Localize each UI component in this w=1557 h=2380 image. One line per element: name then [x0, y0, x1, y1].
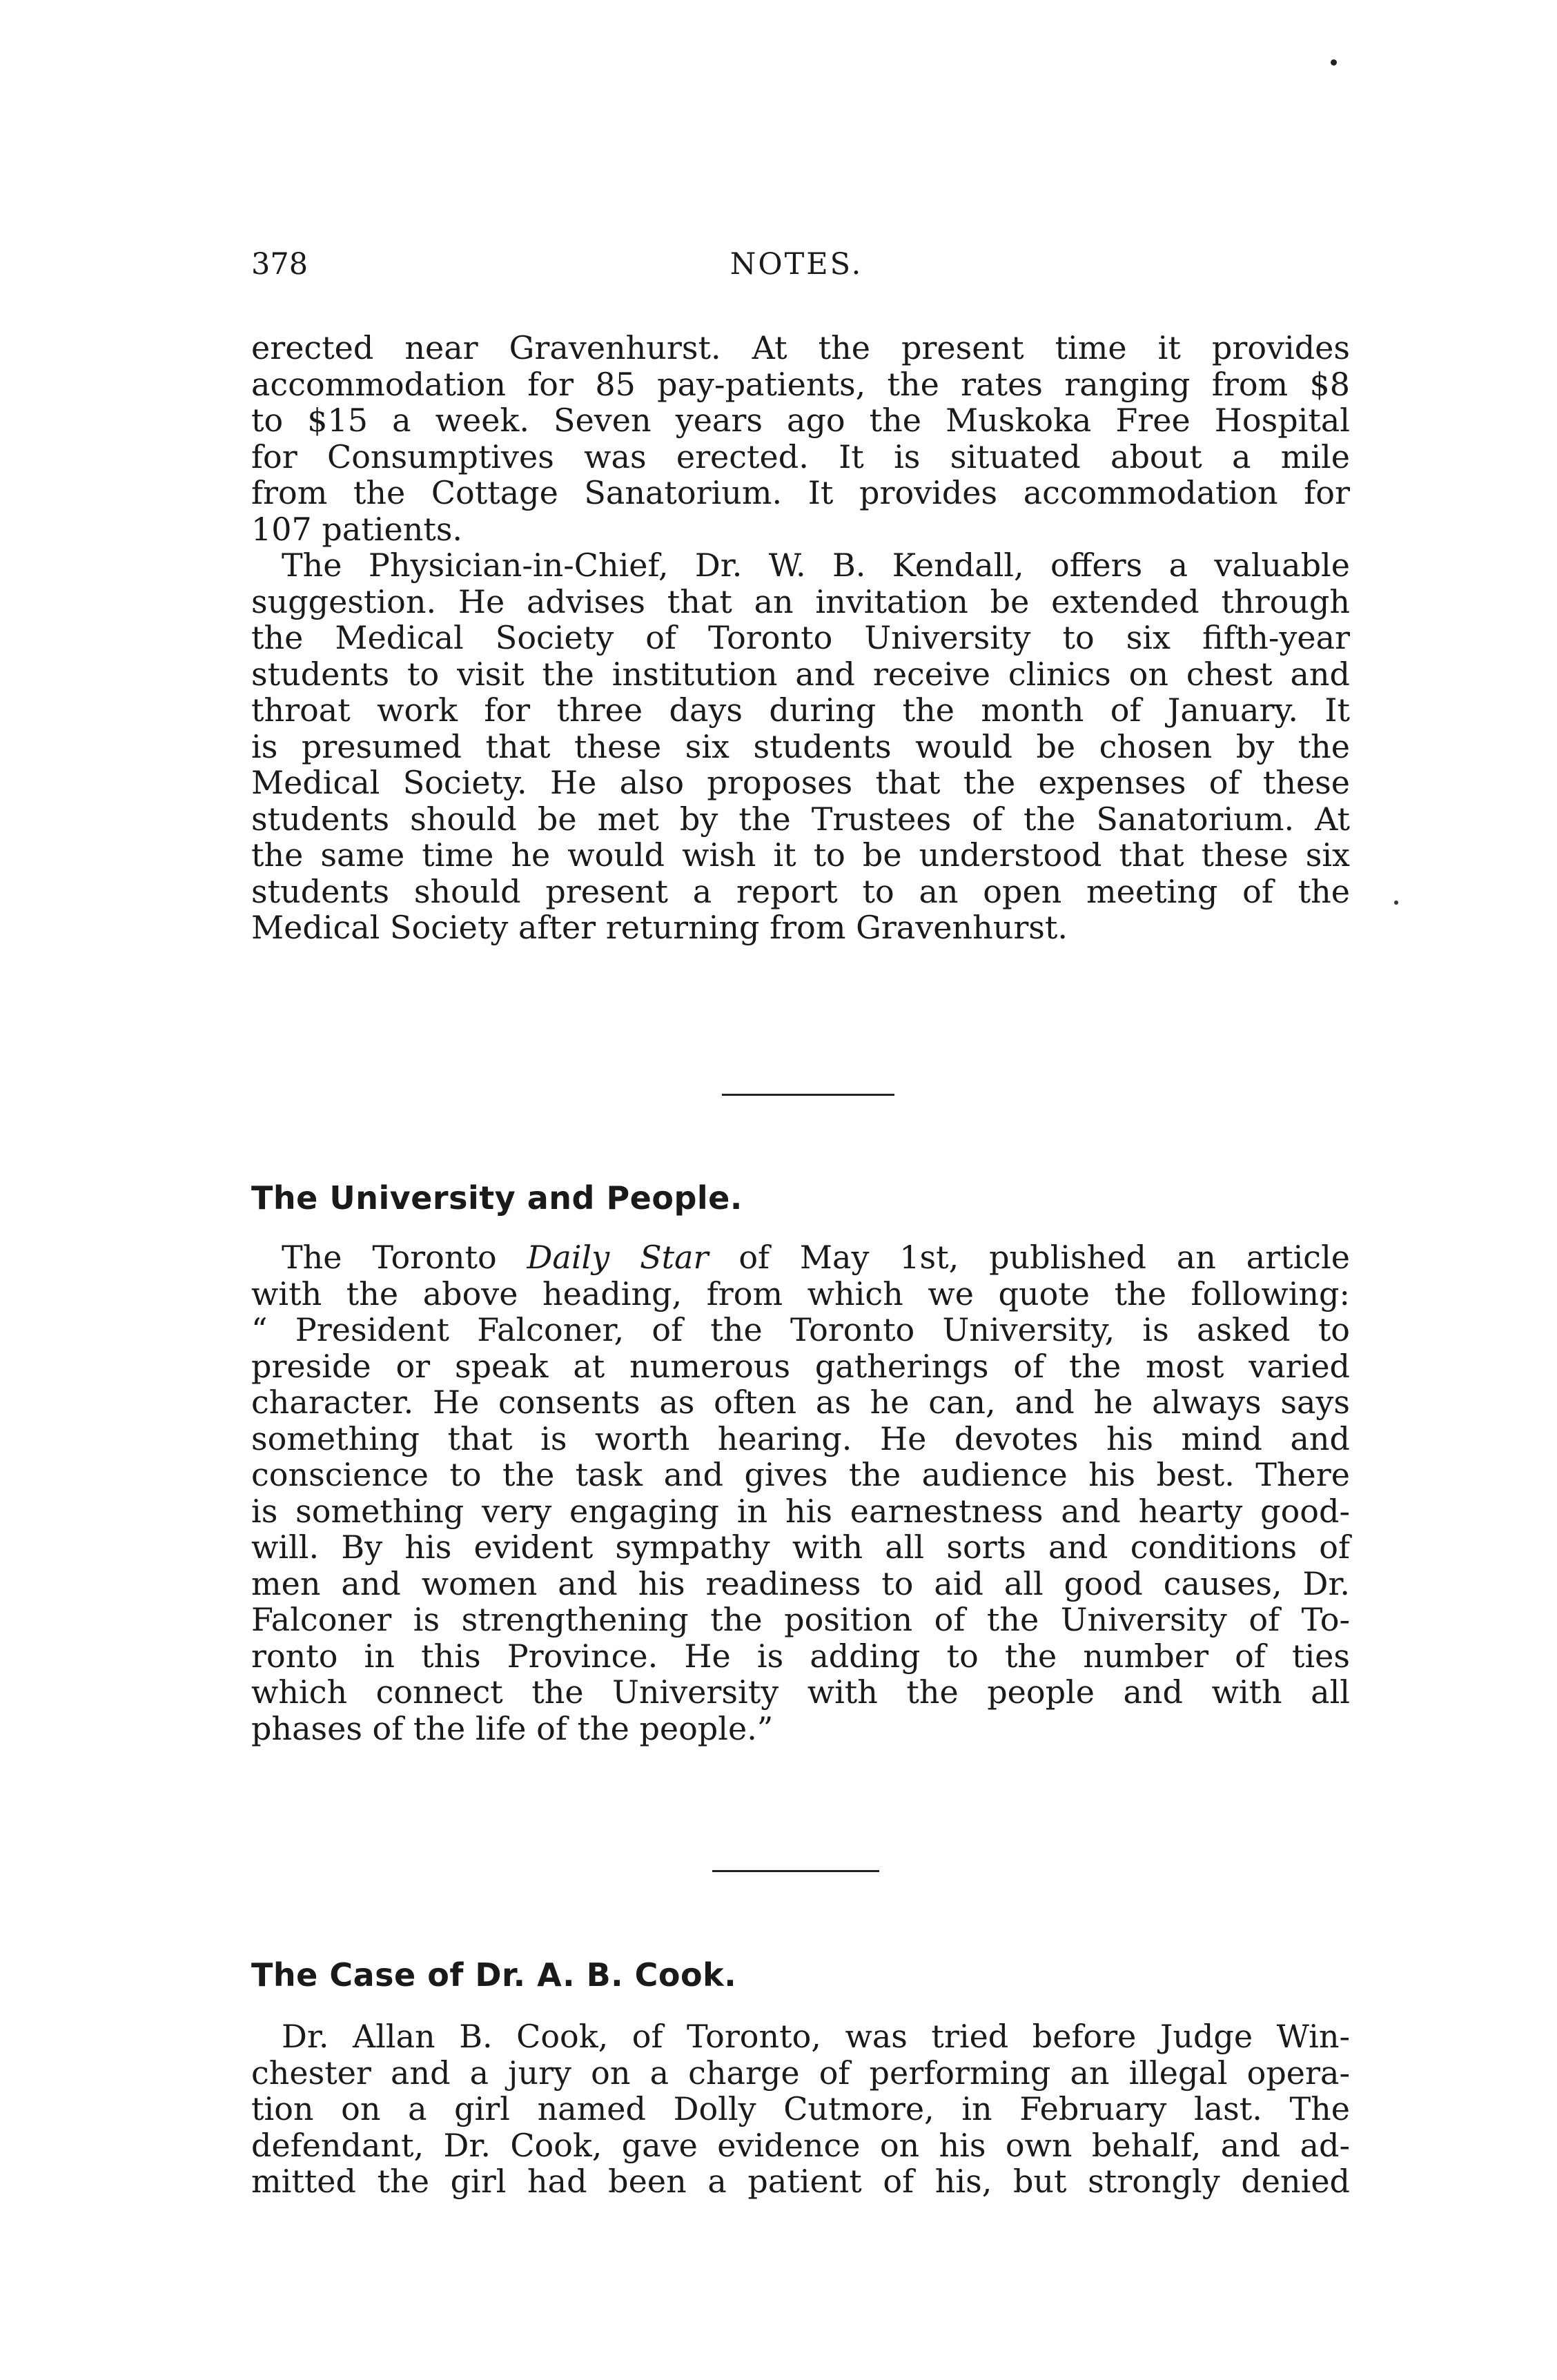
newspaper-name: Daily — [527, 1239, 610, 1276]
section-sanatorium-text — [251, 330, 1350, 946]
margin-mark — [1394, 901, 1398, 905]
text-line: students to visit the institution and receive clinics on chest and — [251, 655, 1350, 693]
text-line: Medical Society after returning from Gravenhurst. — [251, 909, 1068, 946]
text-line: is presumed that these six students would be chosen by the — [251, 727, 1350, 765]
text-line: is something very engaging in his earnestness and hearty good- — [251, 1492, 1350, 1530]
text-line: for Consumptives was erected. It is situated about a mile — [251, 437, 1350, 475]
section-university-text — [251, 1239, 1350, 1747]
text-line: defendant, Dr. Cook, gave evidence on his own behalf, and ad- — [251, 2126, 1350, 2164]
text-line: 107 patients. — [251, 510, 463, 548]
running-title: NOTES. — [729, 247, 863, 282]
text-line: The Physician-in-Chief, Dr. W. B. Kendall, offers a valuable — [282, 547, 1350, 584]
text-line: students should present a report to an open meeting of the — [251, 872, 1350, 910]
text-line: accommodation for 85 pay-patients, the rates ranging from $8 — [251, 365, 1350, 403]
section-cook-case-text — [251, 2018, 1350, 2200]
text-line: from the Cottage Sanatorium. It provides accommodation for — [251, 474, 1350, 511]
text-line: phases of the life of the people.” — [251, 1709, 774, 1747]
running-head — [251, 247, 1342, 288]
ink-speck — [1331, 59, 1337, 66]
text-line: the same time he would wish it to be understood that these six — [251, 836, 1350, 874]
text-line: throat work for three days during the month of January. It — [251, 691, 1350, 729]
text-line: character. He consents as often as he can, and he always says — [251, 1384, 1350, 1421]
text-line: the Medical Society of Toronto University to six fifth-year — [251, 619, 1350, 656]
section-divider — [722, 1094, 894, 1096]
text-line — [251, 1239, 1350, 1276]
text-line: Falconer is strengthening the position of the University of To- — [251, 1601, 1350, 1638]
text-line: conscience to the task and gives the audience his best. There — [251, 1456, 1350, 1493]
text-line: men and women and his readiness to aid all good causes, Dr. — [251, 1564, 1350, 1602]
text-line: mitted the girl had been a patient of his, but strongly denied — [251, 2163, 1350, 2200]
text-line: Dr. Allan B. Cook, of Toronto, was tried before Judge Win- — [282, 2018, 1350, 2055]
section-heading-university: The University and People. — [251, 1179, 743, 1217]
text-line: which connect the University with the people and with all — [251, 1673, 1350, 1711]
text-fragment: of May 1st, published an article — [708, 1239, 1350, 1276]
text-line: students should be met by the Trustees of the Sanatorium. At — [251, 800, 1350, 838]
text-line: to $15 a week. Seven years ago the Muskoka Free Hospital — [251, 402, 1350, 439]
text-line: preside or speak at numerous gatherings of the most varied — [251, 1347, 1350, 1385]
newspaper-name: Star — [640, 1239, 709, 1276]
text-line: will. By his evident sympathy with all sorts and conditions of — [251, 1528, 1350, 1566]
text-line: “ President Falconer, of the Toronto University, is asked to — [251, 1311, 1350, 1348]
text-line: tion on a girl named Dolly Cutmore, in February last. The — [251, 2090, 1350, 2127]
text-line: ronto in this Province. He is adding to the number of ties — [251, 1637, 1350, 1675]
text-fragment: The Toronto — [282, 1239, 527, 1276]
text-line: with the above heading, from which we quote the following: — [251, 1275, 1350, 1312]
text-line: chester and a jury on a charge of performing an illegal opera- — [251, 2054, 1350, 2092]
text-fragment — [609, 1239, 640, 1276]
text-line: erected near Gravenhurst. At the present time it provides — [251, 329, 1350, 366]
section-divider — [712, 1870, 879, 1872]
page-number: 378 — [251, 247, 309, 282]
text-line: something that is worth hearing. He devotes his mind and — [251, 1419, 1350, 1457]
text-line: suggestion. He advises that an invitation be extended through — [251, 582, 1350, 620]
text-line: Medical Society. He also proposes that the expenses of these — [251, 764, 1350, 801]
section-heading-cook-case: The Case of Dr. A. B. Cook. — [251, 1956, 737, 1994]
